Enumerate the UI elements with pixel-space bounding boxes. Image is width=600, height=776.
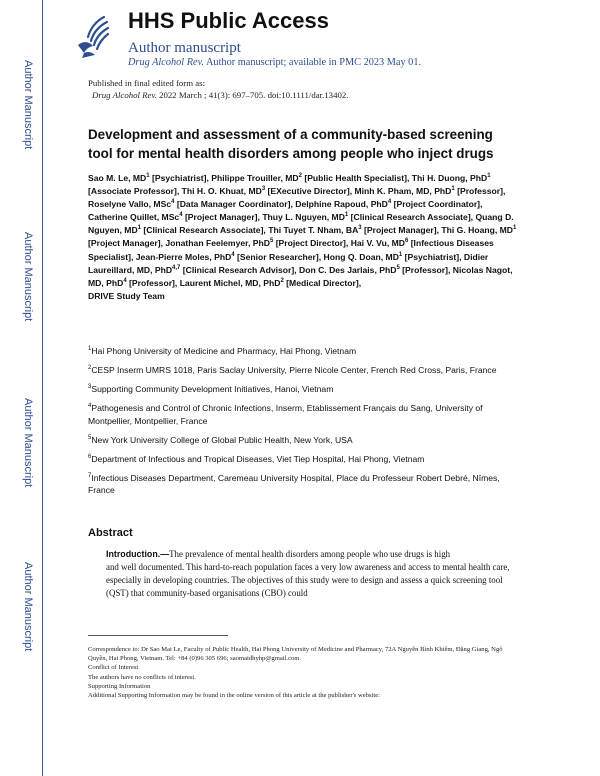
author-role: [Project Manager], <box>361 225 442 236</box>
affiliation-text: Department of Infectious and Tropical Diseases, Viet Tiep Hospital, Hai Phong, Vietnam <box>91 453 425 464</box>
abstract-lead: Introduction.— <box>106 549 170 559</box>
hhs-citation <box>128 57 421 68</box>
author-name: Didier Laureillard, MD, PhD <box>88 251 489 275</box>
author-name: Hai V. Vu, MD <box>350 238 405 249</box>
coi-text: The authors have no conflicts of interest. <box>88 673 196 681</box>
affiliation <box>88 472 520 497</box>
author <box>295 199 482 209</box>
author-affiliation-ref: 3 <box>358 225 362 232</box>
author-name: Thi H. O. Khuat, MD <box>181 186 262 197</box>
author <box>262 212 475 222</box>
author-affiliation-ref: 4 <box>171 199 175 206</box>
author-affiliation-ref: 2 <box>298 173 302 180</box>
author-affiliation-ref: 1 <box>487 173 491 180</box>
affiliation <box>88 402 520 427</box>
author-affiliation-ref: 5 <box>269 238 274 245</box>
author-role: [Project Coordinator], <box>391 199 483 210</box>
author-name: Catherine Quillet, MSc <box>88 212 180 223</box>
author-role: [Professor], <box>399 264 453 275</box>
author-role: [Clinical Research Associate], <box>141 225 269 236</box>
author-name: Minh K. Pham, MD, PhD <box>354 186 452 197</box>
affiliation-number: 6 <box>88 453 92 460</box>
author-name: Philippe Trouiller, MD <box>211 173 299 183</box>
author-role: [Clinical Research Associate], <box>348 212 476 223</box>
author-affiliation-ref: 1 <box>344 212 349 219</box>
author-affiliation-ref: 3 <box>261 186 266 193</box>
author-name: Thi Tuyet T. Nham, BA <box>268 225 359 236</box>
author <box>88 212 262 222</box>
author-role: [Professor], <box>126 277 180 288</box>
author-role: [Medical Director], <box>283 277 362 288</box>
author-role: [Senior Researcher], <box>234 251 324 262</box>
author-role: [Psychiatrist], <box>149 173 212 183</box>
affiliation-text: New York University College of Global Public Health, New York, USA <box>91 434 353 445</box>
sidebar-divider <box>42 0 43 776</box>
side-label-3: Author Manuscript <box>22 398 34 488</box>
author-name: Nicolas Nagot, MD, PhD <box>88 264 513 288</box>
author-name: Hong Q. Doan, MD <box>323 251 399 262</box>
footnotes <box>88 645 520 700</box>
author-name: Thi H. Duong, PhD <box>411 173 488 183</box>
author-name: Thuy L. Nguyen, MD <box>262 212 345 223</box>
hhs-journal: Drug Alcohol Rev. <box>128 57 204 68</box>
affiliation-text: Pathogenesis and Control of Chronic Infections, Inserm, Etablissement Français du Sang, University of Montpellier, Montpellier, France <box>88 403 483 426</box>
author <box>323 252 463 262</box>
author-name: Quang D. Nguyen, MD <box>88 212 514 236</box>
author-role: [EXecutive Director], <box>265 186 355 197</box>
author-role: [Project Manager], <box>182 212 263 223</box>
correspondence: Correspondence to: Dr Sao Mai Le, Faculty of Public Health, Hai Phong University of Medicine and Pharmacy, 72A Nguyễn Bỉnh Khiêm, Đằng Giang, Ngô Quyền, Hai Phong, Vietnam. Tel: +84 (0)96 305 696; saomaidhyhp@gmail.com. <box>88 646 503 663</box>
author-list <box>88 172 520 303</box>
affiliation-number: 4 <box>88 403 92 410</box>
author-name: Jonathan Feelemyer, PhD <box>165 238 270 249</box>
author <box>88 173 211 183</box>
abstract-first-text: The prevalence of mental health disorders among people who use drugs is high <box>169 549 451 559</box>
author <box>182 186 355 196</box>
author-affiliation-ref: 4 <box>231 251 235 258</box>
author-role: [Psychiatrist], <box>402 251 464 262</box>
affiliation-number: 3 <box>88 384 92 391</box>
author-role: [Public Health Specialist], <box>301 173 412 183</box>
author <box>88 199 295 209</box>
author-name: Don C. Des Jarlais, PhD <box>299 264 397 275</box>
author-role: [Clinical Research Advisor], <box>180 264 299 275</box>
affiliations <box>88 345 520 503</box>
hhs-title: HHS Public Access <box>128 8 329 33</box>
author <box>180 278 361 288</box>
side-label-1: Author Manuscript <box>22 60 34 150</box>
author-role: [Professor], <box>454 186 506 197</box>
affiliation-text: Infectious Diseases Department, Caremeau University Hospital, Place du Professeur Robert Debré, Nîmes, France <box>88 472 500 495</box>
affiliation-number: 2 <box>88 365 92 372</box>
author-affiliation-ref: 2 <box>280 277 284 284</box>
author-name: Jean-Pierre Moles, PhD <box>135 251 232 262</box>
author <box>299 265 453 275</box>
affiliation <box>88 364 520 377</box>
affiliation-text: CESP Inserm UMRS 1018, Paris Saclay University, Pierre Nicole Center, French Red Cross, Paris, France <box>91 365 497 375</box>
author-name: Thi G. Hoang, MD <box>441 225 513 236</box>
affiliation-text: Supporting Community Development Initiatives, Hanoi, Vietnam <box>91 384 334 394</box>
side-label-4: Author Manuscript <box>22 562 34 652</box>
author-affiliation-ref: 1 <box>451 186 455 193</box>
author-affiliation-ref: 6 <box>404 238 409 245</box>
authors <box>88 173 516 288</box>
affiliation-number: 7 <box>88 472 92 479</box>
author <box>268 225 441 235</box>
paper-title: Development and assessment of a community-based screening tool for mental health disorders among people who inject drugs <box>88 127 494 161</box>
author-role: [Infectious Diseases Specialist], <box>88 238 494 262</box>
affiliation-number: 5 <box>88 434 92 441</box>
author-role: [Project Director], <box>273 238 351 249</box>
footnote-divider <box>88 635 228 636</box>
affiliation-number: 1 <box>88 346 92 353</box>
author <box>354 186 505 196</box>
coi-heading: Conflict of Interest <box>88 664 139 672</box>
side-label-2: Author Manuscript <box>22 232 34 322</box>
hhs-citation-rest: Author manuscript; available in PMC 2023 May 01. <box>203 57 422 68</box>
hhs-eagle-logo <box>74 13 110 59</box>
author-affiliation-ref: 4 <box>387 199 392 206</box>
author <box>165 238 350 248</box>
author-affiliation-ref: 4 <box>123 277 127 284</box>
author-affiliation-ref: 1 <box>513 225 517 232</box>
author-role: [Project Manager], <box>88 238 166 249</box>
abstract-body: and well documented. This hard-to-reach population faces a very low awareness and access to mental health care, especially in developing countries. The objectives of this study were to design and assess a quick screening tool (QST) that community-based organisations (CBO) could <box>106 562 510 599</box>
author <box>136 252 324 262</box>
author-name: Roselyne Vallo, MSc <box>88 199 172 210</box>
affiliation <box>88 345 520 358</box>
affiliation <box>88 383 520 396</box>
abstract-heading: Abstract <box>88 527 133 539</box>
affiliation <box>88 434 520 447</box>
published-journal: Drug Alcohol Rev. <box>92 90 157 100</box>
published-label: Published in final edited form as: <box>88 78 206 88</box>
author-name: Laurent Michel, MD, PhD <box>179 277 281 288</box>
author <box>211 173 412 183</box>
author-role: [Associate Professor], <box>88 186 182 197</box>
hhs-subtitle: Author manuscript <box>128 40 241 56</box>
author-role: [Data Manager Coordinator], <box>174 199 296 210</box>
author-name: Sao M. Le, MD <box>88 173 147 183</box>
affiliation-text: Hai Phong University of Medicine and Pharmacy, Hai Phong, Vietnam <box>91 346 357 356</box>
author-affiliation-ref: 5 <box>396 264 400 271</box>
abstract-first-line <box>106 548 519 561</box>
si-heading: Supporting Information <box>88 682 151 690</box>
author-affiliation-ref: 1 <box>137 225 141 232</box>
study-team: DRIVE Study Team <box>88 290 165 301</box>
author-affiliation-ref: 4,7 <box>172 264 181 271</box>
published-citation-rest: 2022 March ; 41(3): 697–705. doi:10.1111/dar.13402. <box>156 90 349 100</box>
author-name: Delphine Rapoud, PhD <box>295 199 388 210</box>
si-text: Additional Supporting Information may be found in the online version of this article at the publisher's website: <box>88 692 380 700</box>
author-affiliation-ref: 1 <box>398 251 403 258</box>
affiliation <box>88 453 520 466</box>
published-citation <box>92 90 348 100</box>
author-affiliation-ref: 4 <box>179 212 183 219</box>
author-affiliation-ref: 1 <box>146 173 150 180</box>
